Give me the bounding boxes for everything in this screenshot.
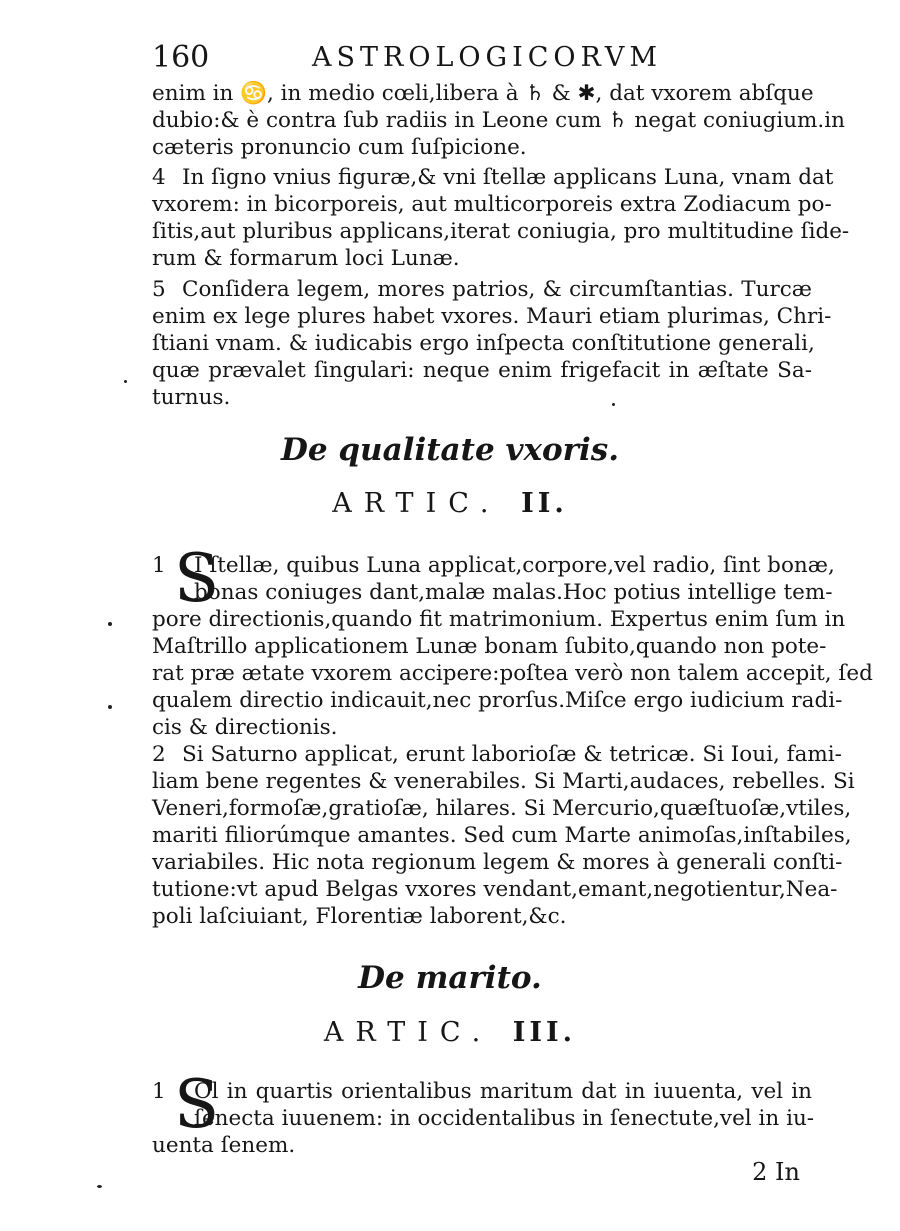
article-word: ARTIC. <box>332 488 501 519</box>
section2-paragraph-2 <box>152 741 855 930</box>
text-line: liam bene regentes & venerabiles. Si Marti,audaces, rebelles. Si <box>152 769 855 794</box>
text-line: 5 Conſidera legem, mores patrios, & circumſtantias. Turcæ <box>152 277 812 302</box>
text-line: quæ prævalet ſingulari: neque enim frigefacit in æſtate Sa- <box>152 358 812 383</box>
text-line: enim ex lege plures habet vxores. Mauri etiam plurimas, Chri- <box>152 304 832 329</box>
article-heading-2 <box>0 488 900 519</box>
text-line: qualem directio indicauit,nec prorſus.Miſce ergo iudicium radi- <box>152 688 843 713</box>
running-title: ASTROLOGICORVM <box>312 42 663 73</box>
ink-speck <box>108 622 112 626</box>
paragraph-number: 4 <box>152 165 166 190</box>
text-line: Maſtrillo applicationem Lunæ bonam ſubito,quando non pote- <box>152 634 827 659</box>
text-line: vxorem: in bicorporeis, aut multicorporeis extra Zodiacum po- <box>152 192 832 217</box>
page-number: 160 <box>152 40 210 75</box>
section-title-marito: De marito. <box>358 960 542 996</box>
text-line: dubio:& è contra ſub radiis in Leone cum ♄ negat coniugium.in <box>152 108 845 133</box>
text-line: turnus. <box>152 385 231 410</box>
text-line: poli laſciuiant, Florentiæ laborent,&c. <box>152 904 567 929</box>
text-line: mariti filiorúmque amantes. Sed cum Marte animoſas,inſtabiles, <box>152 823 852 848</box>
text-line: variabiles. Hic nota regionum legem & mores à generali conſti- <box>152 850 843 875</box>
text-line: ſenecta iuuenem: in occidentalibus in ſenectute,vel in iu- <box>194 1106 815 1131</box>
article-heading-3 <box>0 1017 900 1048</box>
text-line: Veneri,formoſæ,gratioſæ, hilares. Si Mercurio,quæſtuoſæ,vtiles, <box>152 796 852 821</box>
ink-speck <box>612 403 615 406</box>
text-line: ſitis,aut pluribus applicans,iterat coniugia, pro multitudine ſide- <box>152 219 850 244</box>
text-line: bonas coniuges dant,malæ malas.Hoc potius intellige tem- <box>194 580 833 605</box>
ink-speck <box>108 705 112 709</box>
text-line: pore directionis,quando fit matrimonium. Expertus enim ſum in <box>152 607 846 632</box>
text-line: enim in ♋, in medio cœli,libera à ♄ & ✱, dat vxorem abſque <box>152 81 814 106</box>
text-line: rat præ ætate vxorem accipere:poſtea verò non talem accepit, ſed <box>152 661 873 686</box>
text-line: cæteris pronuncio cum ſuſpicione. <box>152 135 527 160</box>
article-number: III. <box>512 1017 577 1048</box>
page-header <box>152 40 792 80</box>
text-line: uenta ſenem. <box>152 1133 296 1158</box>
section-title-qualitate: De qualitate vxoris. <box>280 432 620 468</box>
text-line: rum & formarum loci Lunæ. <box>152 246 460 271</box>
paragraph-number: 2 <box>152 742 166 767</box>
paragraph-number: 1 <box>152 1079 166 1104</box>
text-line: tutione:vt apud Belgas vxores vendant,emant,negotientur,Nea- <box>152 877 838 902</box>
paragraph-5 <box>152 276 832 411</box>
text-line: cis & directionis. <box>152 715 338 740</box>
text-line: 1 I ſtellæ, quibus Luna applicat,corpore,vel radio, ſint bonæ, <box>152 553 835 578</box>
drop-cap: S <box>174 1066 220 1143</box>
section2-paragraph-1 <box>152 552 873 741</box>
drop-cap: S <box>174 540 220 617</box>
continued-paragraph <box>152 80 845 161</box>
catchword: 2 In <box>752 1158 800 1186</box>
text-line: 1 Ol in quartis orientalibus maritum dat in iuuenta, vel in <box>152 1079 812 1104</box>
paragraph-4 <box>152 164 850 272</box>
article-word: ARTIC. <box>323 1017 493 1048</box>
ink-speck <box>124 380 127 383</box>
text-line: ſtiani vnam. & iudicabis ergo inſpecta conſtitutione generali, <box>152 331 815 356</box>
section3-paragraph-1 <box>152 1078 815 1159</box>
paragraph-number: 1 <box>152 553 166 578</box>
text-line: 4 In ſigno vnius figuræ,& vni ſtellæ applicans Luna, vnam dat <box>152 165 834 190</box>
article-number: II. <box>521 488 568 519</box>
text-line: 2 Si Saturno applicat, erunt laborioſæ & tetricæ. Si Ioui, fami- <box>152 742 842 767</box>
ink-speck <box>97 1185 102 1188</box>
paragraph-number: 5 <box>152 277 166 302</box>
